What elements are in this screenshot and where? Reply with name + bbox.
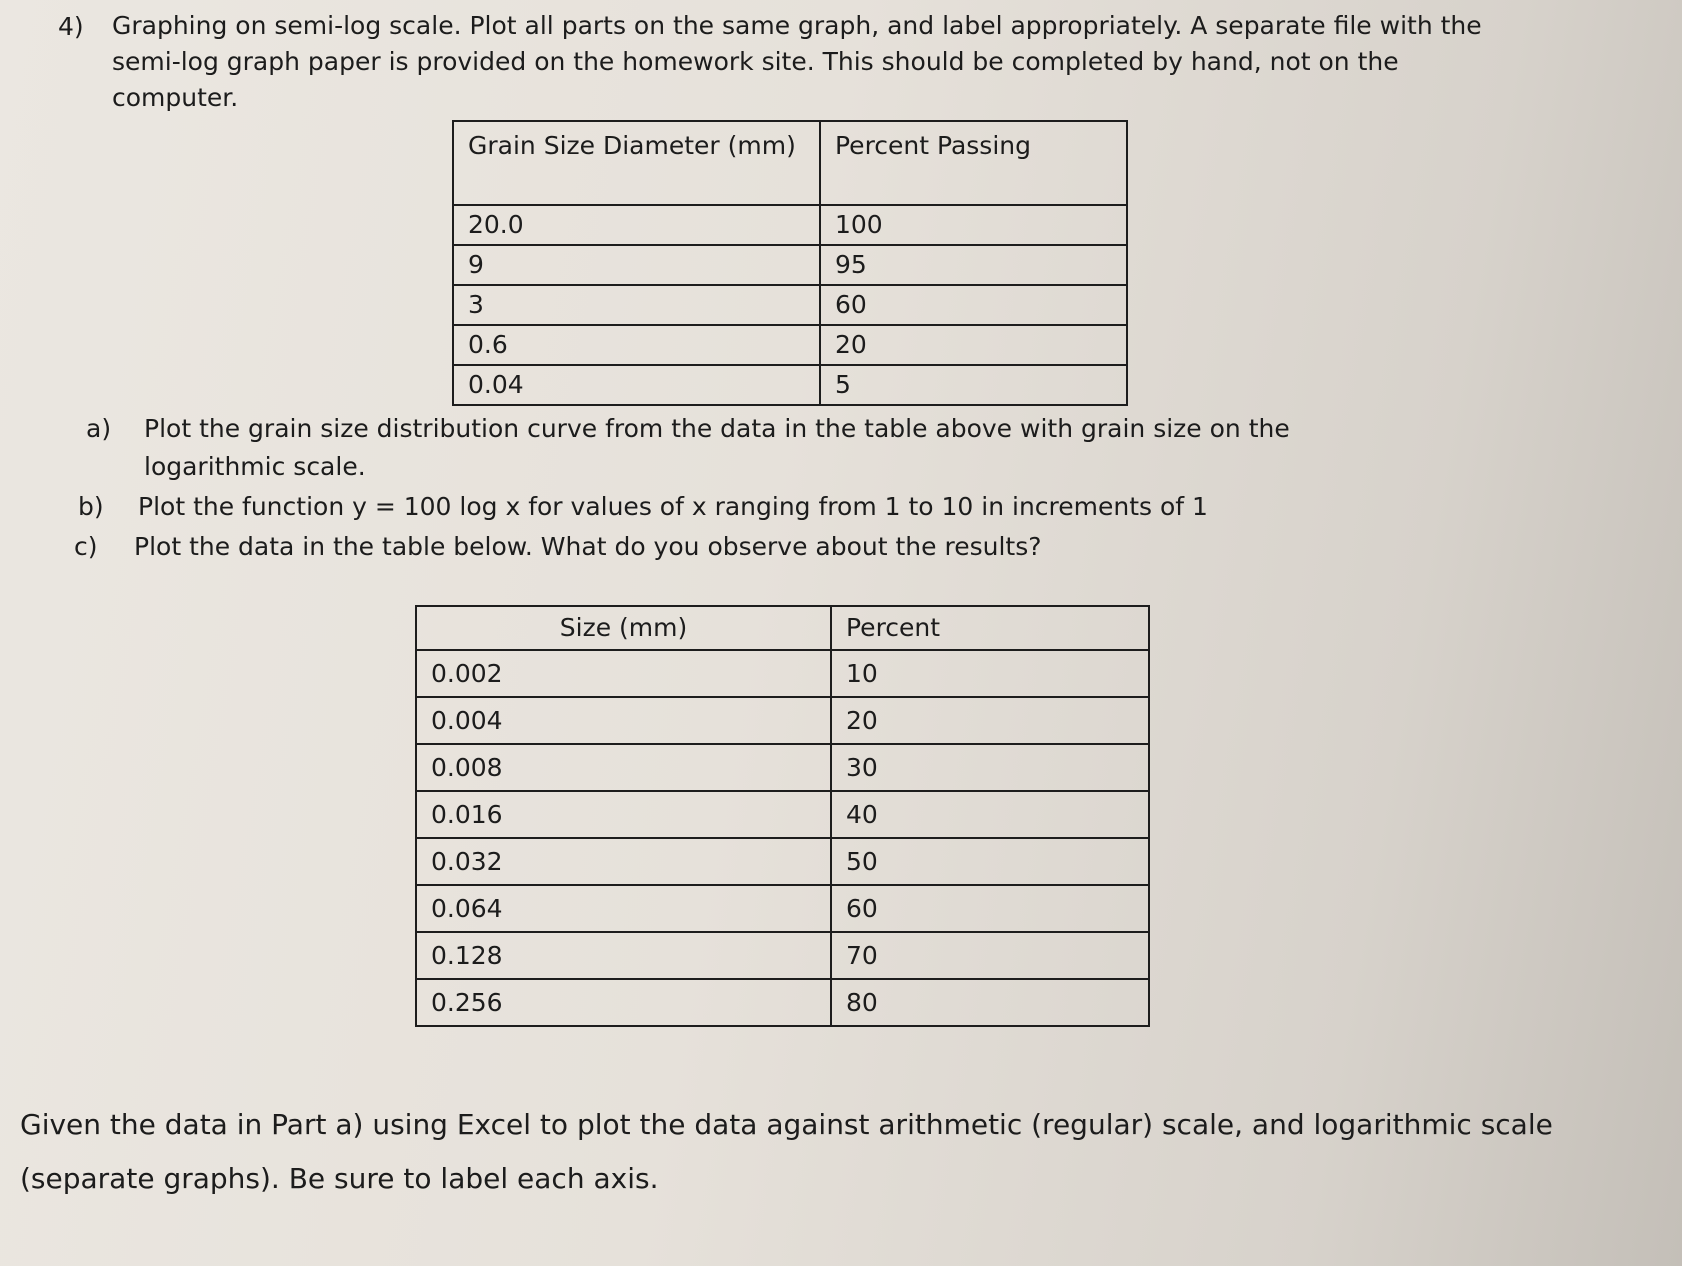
size-cell: 0.128 — [416, 932, 831, 979]
grain-size-cell: 0.6 — [453, 325, 820, 365]
table-row — [416, 791, 1149, 838]
table-header-row — [453, 121, 1127, 205]
table-row — [416, 885, 1149, 932]
question-number: 4) — [58, 12, 84, 41]
percent-passing-cell: 5 — [820, 365, 1127, 405]
percent-cell: 40 — [831, 791, 1149, 838]
grain-size-cell: 9 — [453, 245, 820, 285]
header-grain-size: Grain Size Diameter (mm) — [453, 121, 820, 205]
header-size: Size (mm) — [416, 606, 831, 650]
table-row — [416, 744, 1149, 791]
question-text: Graphing on semi-log scale. Plot all parts on the same graph, and label appropriately. A separate file with the semi-log graph paper is provided on the homework site. This should be completed by hand, not on the computer. — [112, 11, 1482, 112]
percent-passing-cell: 60 — [820, 285, 1127, 325]
size-cell: 0.064 — [416, 885, 831, 932]
part-b-text: Plot the function y = 100 log x for values of x ranging from 1 to 10 in increments of 1 — [138, 492, 1208, 521]
table-row — [453, 285, 1127, 325]
table-row — [416, 932, 1149, 979]
size-percent-table — [415, 605, 1150, 1027]
percent-cell: 60 — [831, 885, 1149, 932]
size-cell: 0.016 — [416, 791, 831, 838]
size-cell: 0.004 — [416, 697, 831, 744]
size-cell: 0.256 — [416, 979, 831, 1026]
percent-cell: 20 — [831, 697, 1149, 744]
table-row — [453, 325, 1127, 365]
size-cell: 0.032 — [416, 838, 831, 885]
percent-cell: 30 — [831, 744, 1149, 791]
table-row — [416, 979, 1149, 1026]
header-percent-passing: Percent Passing — [820, 121, 1127, 205]
table-row — [453, 365, 1127, 405]
part-a-letter: a) — [86, 414, 112, 443]
part-a-text: Plot the grain size distribution curve from the data in the table above with grain size on the logarithmic scale. — [144, 414, 1290, 481]
part-c — [74, 528, 1424, 568]
excel-instruction: Given the data in Part a) using Excel to plot the data against arithmetic (regular) scale, and logarithmic scale (separate graphs). Be sure to label each axis. — [20, 1108, 1553, 1195]
part-c-text: Plot the data in the table below. What do you observe about the results? — [134, 532, 1042, 561]
grain-size-cell: 0.04 — [453, 365, 820, 405]
part-b-letter: b) — [78, 492, 104, 521]
grain-size-table — [452, 120, 1128, 406]
part-b — [78, 488, 1428, 528]
table-row — [453, 205, 1127, 245]
part-c-letter: c) — [74, 532, 98, 561]
part-a — [86, 410, 1436, 490]
percent-passing-cell: 95 — [820, 245, 1127, 285]
table-row — [416, 697, 1149, 744]
percent-cell: 70 — [831, 932, 1149, 979]
percent-cell: 10 — [831, 650, 1149, 697]
header-percent: Percent — [831, 606, 1149, 650]
percent-cell: 50 — [831, 838, 1149, 885]
percent-cell: 80 — [831, 979, 1149, 1026]
size-cell: 0.008 — [416, 744, 831, 791]
percent-passing-cell: 100 — [820, 205, 1127, 245]
size-cell: 0.002 — [416, 650, 831, 697]
table-header-row — [416, 606, 1149, 650]
grain-size-cell: 20.0 — [453, 205, 820, 245]
table-row — [416, 650, 1149, 697]
percent-passing-cell: 20 — [820, 325, 1127, 365]
table-row — [416, 838, 1149, 885]
grain-size-cell: 3 — [453, 285, 820, 325]
table-row — [453, 245, 1127, 285]
